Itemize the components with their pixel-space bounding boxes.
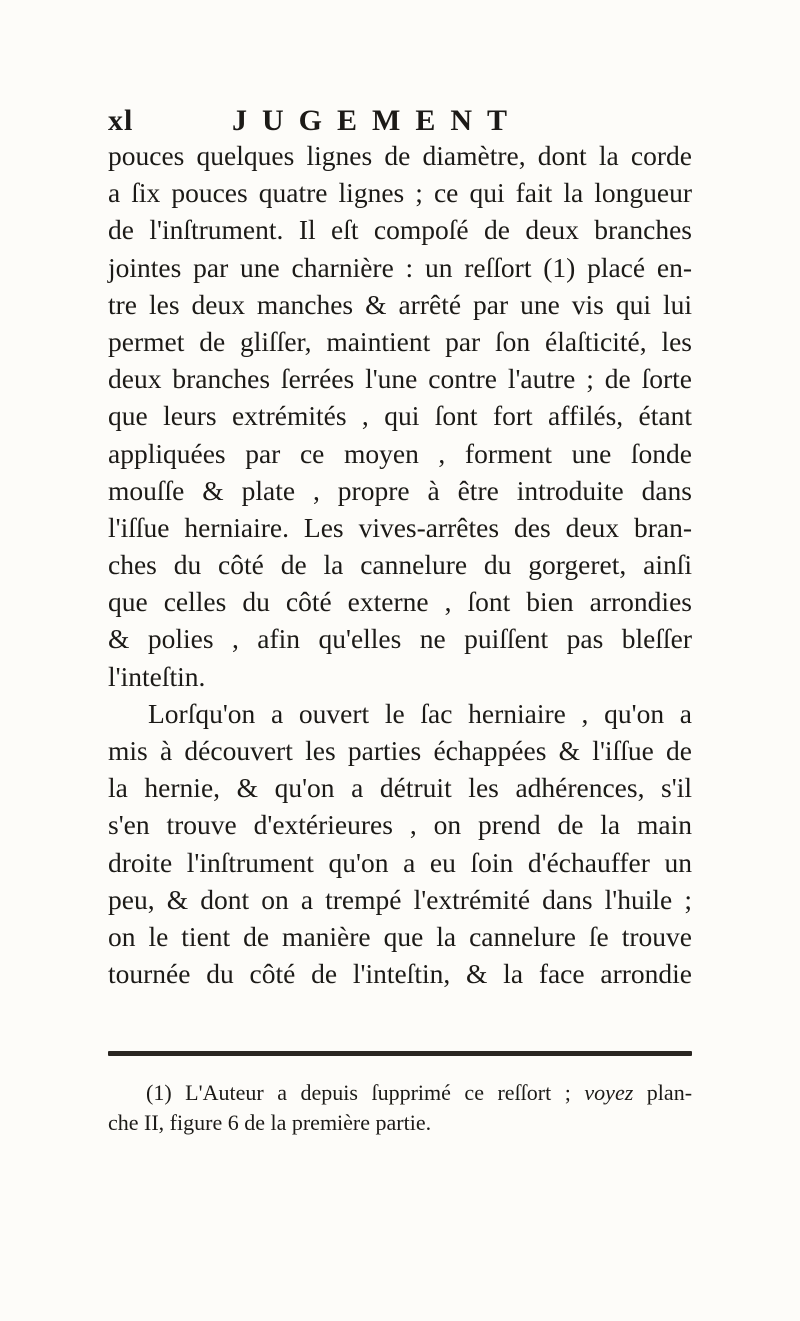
text-line-paragraph-start: Lorſqu'on a ouvert le ſac herniaire , qu'on a xyxy=(148,697,692,729)
text-line: l'iſſue herniaire. Les vives-arrêtes des deux bran- xyxy=(108,511,692,543)
text-line: la hernie, & qu'on a détruit les adhérences, s'il xyxy=(108,772,692,804)
text-line: appliquées par ce moyen , forment une ſonde xyxy=(108,437,692,469)
text-line: ches du côté de la cannelure du gorgeret, ainſi xyxy=(108,549,692,581)
text-line: que celles du côté externe , ſont bien arrondies xyxy=(108,586,692,618)
footnote-separator-rule xyxy=(108,1051,692,1056)
text-line: jointes par une charnière : un reſſort (1) placé en- xyxy=(108,251,692,283)
page-number: xl xyxy=(108,104,134,137)
footnote xyxy=(108,1078,692,1138)
running-head: JUGEMENT xyxy=(232,104,523,137)
text-line: de l'inſtrument. Il eſt compoſé de deux branches xyxy=(108,214,692,246)
text-line: & polies , afin qu'elles ne puiſſent pas bleſſer xyxy=(108,623,692,655)
footnote-line xyxy=(108,1078,692,1108)
text-line: l'inteſtin. xyxy=(108,660,206,692)
footnote-line: che II, figure 6 de la première partie. xyxy=(108,1110,432,1135)
text-line: tournée du côté de l'inteſtin, & la face arrondie xyxy=(108,958,692,990)
text-line: droite l'inſtrument qu'on a eu ſoin d'échauffer un xyxy=(108,846,692,878)
text-line: a ſix pouces quatre lignes ; ce qui fait la longueur xyxy=(108,177,692,209)
text-line: permet de gliſſer, maintient par ſon élaſticité, les xyxy=(108,325,692,357)
text-line: on le tient de manière que la cannelure ſe trouve xyxy=(108,920,692,952)
text-line: pouces quelques lignes de diamètre, dont la corde xyxy=(108,140,692,171)
text-line: tre les deux manches & arrêté par une vis qui lui xyxy=(108,288,692,320)
body-text xyxy=(108,137,692,992)
footnote-tail: plan- xyxy=(633,1080,693,1105)
text-line: s'en trouve d'extérieures , on prend de la main xyxy=(108,809,692,841)
text-line: deux branches ſerrées l'une contre l'autre ; de ſorte xyxy=(108,363,692,395)
text-line: peu, & dont on a trempé l'extrémité dans l'huile ; xyxy=(108,883,692,915)
footnote-text: (1) L'Auteur a depuis ſupprimé ce reſſort ; xyxy=(146,1080,585,1105)
footnote-italic: voyez xyxy=(584,1080,634,1105)
text-line: mouſſe & plate , propre à être introduite dans xyxy=(108,474,692,506)
text-line: que leurs extrémités , qui ſont fort affilés, étant xyxy=(108,400,692,432)
text-line: mis à découvert les parties échappées & l'iſſue de xyxy=(108,735,692,766)
